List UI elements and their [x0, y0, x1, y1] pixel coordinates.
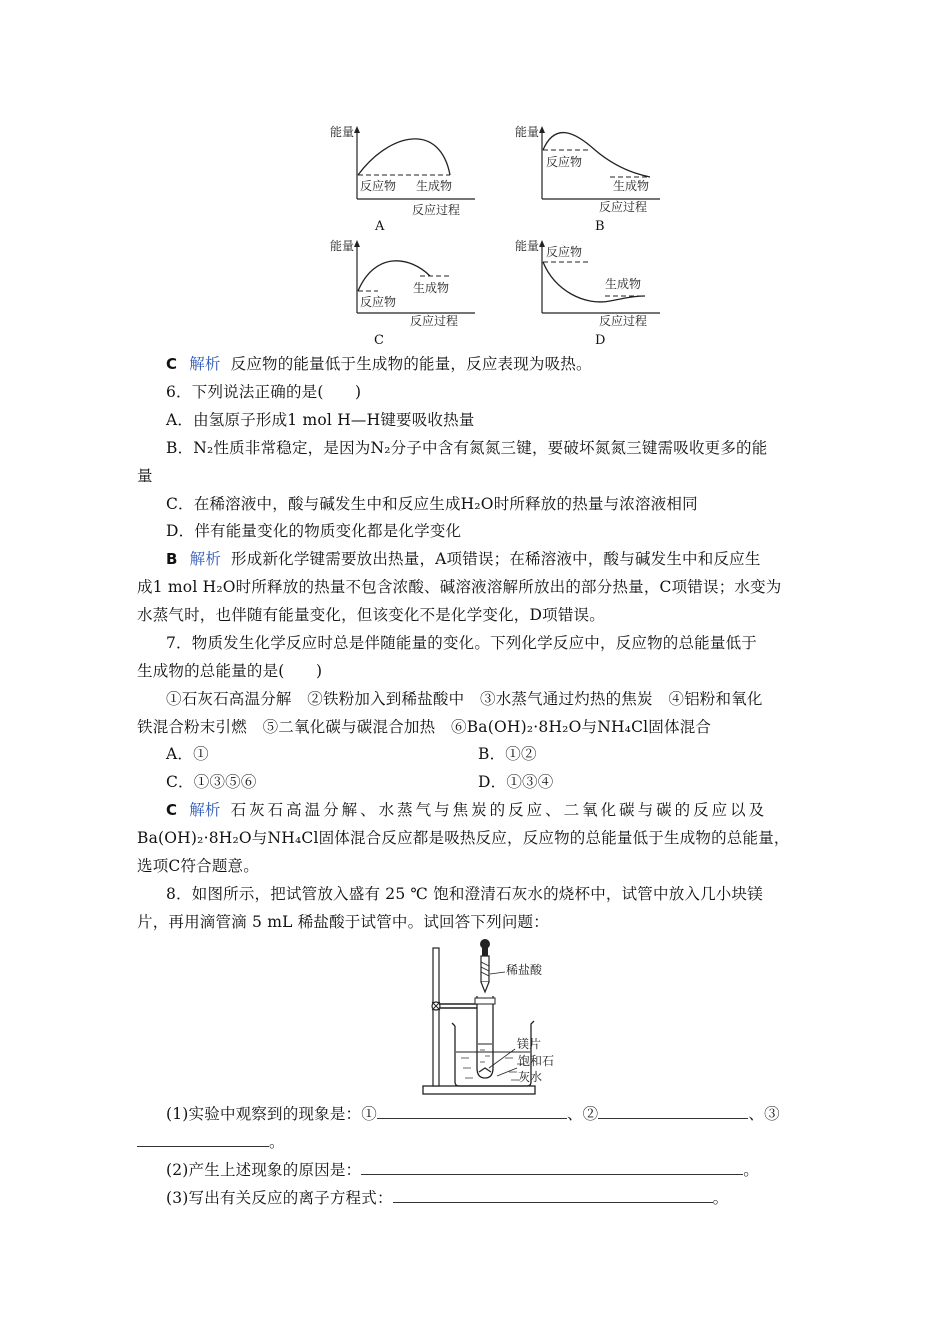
q8-part1-sep2: 、② — [566, 1105, 599, 1123]
y-axis-label: 能量 — [330, 239, 355, 253]
q8-part3-prefix: (3)写出有关反应的离子方程式： — [166, 1189, 393, 1207]
answer-blank-4[interactable] — [361, 1160, 743, 1175]
reactant-label: 反应物 — [546, 245, 583, 259]
answer-blank-5[interactable] — [393, 1188, 713, 1203]
y-axis-label: 能量 — [515, 239, 540, 253]
product-label: 生成物 — [413, 281, 450, 295]
q8-part1-sep3: 、③ — [748, 1105, 780, 1123]
q8-part1-end: 。 — [269, 1133, 285, 1151]
q8-part1-line2 — [137, 1132, 285, 1152]
q5-answer-line — [166, 354, 592, 374]
q6-option-a: A．由氢原子形成1 mol H—H键要吸收热量 — [166, 411, 475, 429]
diagram-a-svg — [330, 122, 480, 222]
diagram-letter-d: D — [595, 333, 606, 348]
q6-stem: 6．下列说法正确的是( ) — [166, 383, 362, 401]
q6-answer-letter: B — [166, 550, 178, 568]
q7-analysis-tag: 解析 — [189, 801, 221, 819]
label-dilute-hcl: 稀盐酸 — [506, 963, 543, 977]
q5-answer-letter: C — [166, 355, 178, 373]
q5-analysis-text: 反应物的能量低于生成物的能量，反应表现为吸热。 — [230, 355, 592, 373]
answer-blank-1[interactable] — [377, 1104, 567, 1119]
q7-option-b: B．①② — [478, 745, 537, 763]
diagram-b-svg — [515, 122, 665, 222]
q8-part2-line — [166, 1160, 759, 1180]
q6-answer-line — [166, 549, 761, 569]
q7-items-1: ①石灰石高温分解 ②铁粉加入到稀盐酸中 ③水蒸气通过灼热的焦炭 ④铝粉和氧化 — [166, 690, 763, 708]
product-label: 生成物 — [416, 179, 453, 193]
q6-analysis-tag: 解析 — [189, 550, 222, 568]
reactant-label: 反应物 — [360, 179, 397, 193]
q8-part2-prefix: (2)产生上述现象的原因是： — [166, 1161, 362, 1179]
label-limewater-2: 灰水 — [518, 1070, 543, 1084]
q6-analysis-text-1: 形成新化学键需要放出热量，A项错误；在稀溶液中，酸与碱发生中和反应生 — [231, 550, 761, 568]
answer-blank-3[interactable] — [137, 1132, 269, 1147]
x-axis-label: 反应过程 — [410, 314, 459, 328]
answer-blank-2[interactable] — [598, 1104, 748, 1119]
q6-analysis-text-3: 水蒸气时，也伴随有能量变化，但该变化不是化学变化，D项错误。 — [137, 606, 605, 624]
energy-diagram-d — [515, 236, 665, 354]
diagram-letter-a: A — [375, 219, 385, 234]
q6-option-d: D．伴有能量变化的物质变化都是化学变化 — [166, 522, 462, 540]
q7-stem-1: 7．物质发生化学反应时总是伴随能量的变化。下列化学反应中，反应物的总能量低于 — [166, 634, 757, 652]
q6-option-b-line1: B．N₂性质非常稳定，是因为N₂分子中含有氮氮三键，要破坏氮氮三键需吸收更多的能 — [166, 439, 768, 457]
x-axis-label: 反应过程 — [599, 314, 648, 328]
diagram-letter-b: B — [595, 219, 605, 234]
q7-items-2: 铁混合粉末引燃 ⑤二氧化碳与碳混合加热 ⑥Ba(OH)₂·8H₂O与NH₄Cl固体混合 — [137, 718, 712, 736]
y-axis-label: 能量 — [330, 125, 355, 139]
q8-part2-end: 。 — [743, 1161, 759, 1179]
q6-option-c: C．在稀溶液中，酸与碱发生中和反应生成H₂O时所释放的热量与浓溶液相同 — [166, 495, 698, 513]
label-limewater-1: 饱和石 — [518, 1054, 555, 1068]
q8-part3-line — [166, 1188, 728, 1208]
energy-diagram-b — [515, 122, 665, 240]
q7-analysis-text-3: 选项C符合题意。 — [137, 857, 259, 875]
q8-stem-1: 8．如图所示，把试管放入盛有 25 ℃ 饱和澄清石灰水的烧杯中，试管中放入几小块镁 — [166, 885, 763, 903]
q8-stem-2: 片，再用滴管滴 5 mL 稀盐酸于试管中。试回答下列问题： — [137, 913, 549, 931]
q6-analysis-text-2: 成1 mol H₂O时所释放的热量不包含浓酸、碱溶液溶解所放出的部分热量，C项错误；水变为 — [137, 578, 782, 596]
q7-option-a: A．① — [166, 745, 209, 763]
q8-part1-prefix: (1)实验中观察到的现象是：① — [166, 1105, 377, 1123]
q7-answer-line — [166, 800, 767, 820]
energy-diagram-c — [330, 236, 480, 354]
energy-diagram-a — [330, 122, 480, 240]
q7-option-c: C．①③⑤⑥ — [166, 773, 257, 791]
q6-option-b-line2: 量 — [137, 467, 153, 485]
label-magnesium: 镁片 — [517, 1037, 542, 1051]
q8-part1-line1 — [166, 1104, 780, 1124]
q5-analysis-tag: 解析 — [189, 355, 221, 373]
y-axis-label: 能量 — [515, 125, 540, 139]
experiment-apparatus-figure — [415, 936, 565, 1098]
reactant-label: 反应物 — [360, 295, 397, 309]
x-axis-label: 反应过程 — [599, 200, 648, 214]
q8-part3-end: 。 — [712, 1189, 729, 1207]
diagram-letter-c: C — [374, 333, 384, 348]
apparatus-svg — [415, 936, 565, 1098]
q7-answer-letter: C — [166, 801, 178, 819]
diagram-c-svg — [330, 236, 480, 336]
q7-analysis-text-2: Ba(OH)₂·8H₂O与NH₄Cl固体混合反应都是吸热反应，反应物的总能量低于生成物的总能量， — [137, 829, 790, 847]
x-axis-label: 反应过程 — [412, 203, 461, 217]
product-label: 生成物 — [605, 277, 642, 291]
reactant-label: 反应物 — [546, 155, 583, 169]
product-label: 生成物 — [613, 179, 650, 193]
q7-stem-2: 生成物的总能量的是( ) — [137, 662, 323, 680]
q7-analysis-text-1: 石灰石高温分解、水蒸气与焦炭的反应、二氧化碳与碳的反应以及 — [230, 801, 768, 819]
diagram-d-svg — [515, 236, 665, 336]
q7-option-d: D．①③④ — [478, 773, 554, 791]
